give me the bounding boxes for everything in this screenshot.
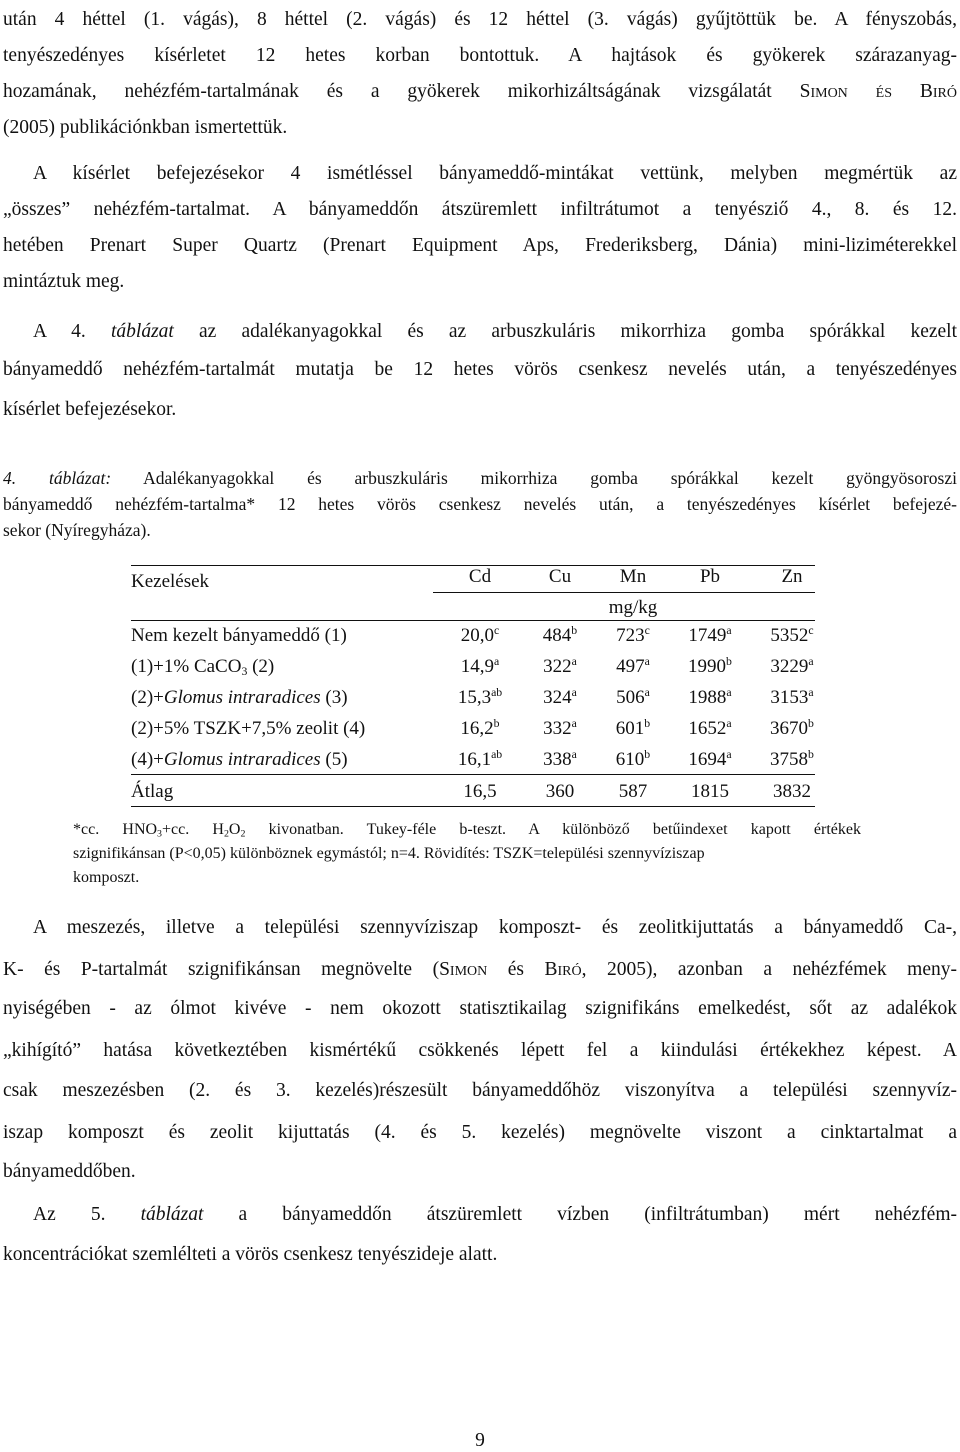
table-cell <box>440 623 520 646</box>
text-span: és <box>875 81 893 102</box>
text-span: (1)+1% CaCO <box>131 656 242 677</box>
cell-value: 3229 <box>770 656 809 677</box>
body-line: „kihígító” hatása következtében kismértékű csökkenés lépett fel a kiindulási értékekhez képest. A <box>3 1040 957 1061</box>
table-footnote <box>73 822 861 838</box>
cell-value: 1652 <box>688 718 727 739</box>
table-reference: táblázat <box>140 1204 204 1225</box>
cell-value: 322 <box>543 656 572 677</box>
cell-value: 1988 <box>688 687 727 708</box>
cell-value: 3153 <box>770 687 809 708</box>
cell-index: ab <box>491 747 503 761</box>
text-span: az adalékanyagokkal és az arbuszkuláris mikorrhiza gomba spórákkal kezelt <box>199 321 958 342</box>
text-span: O <box>228 821 241 838</box>
cell-index: a <box>726 685 732 699</box>
table-cell <box>752 716 832 739</box>
cell-index: a <box>494 654 500 668</box>
cell-index: b <box>808 716 814 730</box>
body-line: mintáztuk meg. <box>3 271 125 292</box>
body-line: A kísérlet befejezésekor 4 ismétléssel bányameddő-mintákat vettünk, melyben megmértük az <box>33 163 957 184</box>
cell-index: b <box>571 623 578 637</box>
table-cell <box>520 747 600 770</box>
table-cell <box>520 685 600 708</box>
table-avg-cell: 1815 <box>691 781 729 802</box>
caption-text: Adalékanyagokkal és arbuszkuláris mikorrhiza gomba spórákkal kezelt gyöngyösoroszi <box>143 468 957 488</box>
body-line: csak meszezésben (2. és 3. kezelés)részesült bányameddőhöz viszonyítva a települési szennyvíz- <box>3 1080 957 1101</box>
author-name: Simon <box>439 959 488 980</box>
subscript: 3 <box>157 828 162 840</box>
table-cell <box>752 623 832 646</box>
species-name: Glomus intraradices <box>163 749 321 770</box>
cell-value: 610 <box>615 749 645 770</box>
body-line <box>33 1205 957 1225</box>
text-span: (5) <box>320 749 348 770</box>
cell-value: 1749 <box>688 625 727 646</box>
cell-value: 497 <box>616 656 645 677</box>
table-header-rule <box>433 592 815 593</box>
footnote-line: komposzt. <box>73 869 140 886</box>
table-cell <box>670 623 750 646</box>
cell-value: 1990 <box>688 656 727 677</box>
text-span: A 4. <box>33 321 86 342</box>
author-name: Biró <box>544 959 582 980</box>
cell-index: b <box>726 654 732 668</box>
table-avg-cell: 587 <box>618 781 648 802</box>
cell-index: b <box>808 747 814 761</box>
footnote-line: szignifikánsan (P<0,05) különböznek egymástól; n=4. Rövidítés: TSZK=települési szennyvíziszap <box>73 845 705 862</box>
table-header-kezelesek: Kezelések <box>131 571 210 592</box>
cell-index: a <box>726 747 732 761</box>
body-line: iszap komposzt és zeolit kijuttatás (4. és 5. kezelés) megnövelte viszont a cinktartalmat a <box>3 1122 957 1143</box>
text-span: K- és P-tartalmát szignifikánsan megnövelte ( <box>3 959 440 980</box>
cell-index: c <box>644 623 650 637</box>
text-span: kivonatban. Tukey-féle b-teszt. A különböző betűindexet kapott értékek <box>245 821 861 838</box>
table-cell <box>440 685 520 708</box>
cell-index: a <box>571 654 577 668</box>
unit-label: mg/kg <box>608 597 658 618</box>
subscript: 2 <box>240 828 246 840</box>
table-cell <box>670 654 750 677</box>
table-cell <box>520 716 600 739</box>
text-span: Az 5. <box>33 1204 106 1225</box>
text-span: *cc. HNO <box>73 821 158 838</box>
cell-index: a <box>644 654 650 668</box>
caption-line: sekor (Nyíregyháza). <box>3 520 151 540</box>
cell-value: 16,1 <box>457 749 492 770</box>
table-cell <box>440 747 520 770</box>
table-avg-cell: 16,5 <box>463 781 497 802</box>
table-cell <box>670 747 750 770</box>
cell-value: 15,3 <box>457 687 492 708</box>
body-line: kísérlet befejezésekor. <box>3 399 177 420</box>
table-row-label: (2)+5% TSZK+7,5% zeolit (4) <box>131 718 366 739</box>
table-reference: táblázat <box>111 321 174 342</box>
table-avg-rule <box>131 774 815 775</box>
text-span: és <box>487 959 545 980</box>
column-header-zn: Zn <box>781 566 803 587</box>
table-bottom-rule <box>131 806 815 807</box>
body-line: bányameddő nehézfém-tartalmát mutatja be 12 hetes vörös csenkesz nevelés után, a tenyészedényes <box>3 359 957 380</box>
cell-index: a <box>726 623 732 637</box>
cell-index: a <box>726 716 732 730</box>
caption-label: 4. táblázat: <box>3 468 112 488</box>
column-header-cu: Cu <box>548 566 572 587</box>
column-header-mn: Mn <box>619 566 647 587</box>
text-span: (4)+ <box>131 749 164 770</box>
table-cell <box>593 685 673 708</box>
cell-value: 723 <box>616 625 645 646</box>
table-cell <box>752 747 832 770</box>
table-row-label: Nem kezelt bányameddő (1) <box>131 625 347 646</box>
cell-index: a <box>571 747 577 761</box>
subscript: 2 <box>223 828 229 840</box>
cell-value: 324 <box>543 687 572 708</box>
body-line: A meszezés, illetve a települési szennyvíziszap komposzt- és zeolitkijuttatás a bányameddő Ca-, <box>33 917 957 938</box>
table-avg-label: Átlag <box>131 781 174 802</box>
cell-value: 332 <box>543 718 572 739</box>
table-cell <box>593 623 673 646</box>
body-line: után 4 héttel (1. vágás), 8 héttel (2. vágás) és 12 héttel (3. vágás) gyűjtöttük be. A fényszobás, <box>3 9 957 30</box>
body-line: koncentrációkat szemlélteti a vörös csenkesz tenyészideje alatt. <box>3 1244 498 1265</box>
species-name: Glomus intraradices <box>163 687 321 708</box>
table-row-label <box>131 657 274 676</box>
column-header-pb: Pb <box>699 566 721 587</box>
table-cell <box>593 716 673 739</box>
text-span: +cc. H <box>162 821 224 838</box>
cell-index: a <box>571 716 577 730</box>
author-name: Biró <box>919 81 958 102</box>
table-cell <box>440 654 520 677</box>
text-span: (3) <box>320 687 348 708</box>
subscript: 3 <box>241 664 248 678</box>
page-number: 9 <box>475 1430 485 1451</box>
body-line <box>3 960 957 980</box>
author-name: Simon <box>799 81 848 102</box>
cell-index: c <box>808 623 814 637</box>
text-span: hozamának, nehézfém-tartalmának és a gyökerek mikorhizáltságának vizsgálatát <box>3 81 772 102</box>
cell-index: a <box>808 654 814 668</box>
cell-value: 506 <box>616 687 645 708</box>
body-line: (2005) publikációnkban ismertettük. <box>3 117 288 138</box>
cell-value: 338 <box>543 749 572 770</box>
table-row-label <box>131 688 348 707</box>
table-cell <box>520 623 600 646</box>
cell-value: 5352 <box>770 625 809 646</box>
cell-index: b <box>644 747 651 761</box>
table-cell <box>670 716 750 739</box>
cell-value: 16,2 <box>460 718 494 739</box>
cell-index: b <box>644 716 651 730</box>
body-line: tenyészedényes kísérletet 12 hetes korban bontottuk. A hajtások és gyökerek szárazanyag- <box>3 45 957 66</box>
body-line: „összes” nehézfém-tartalmat. A bányameddőn átszüremlett infiltrátumot a tenyésziő 4., 8. és 12. <box>3 199 957 220</box>
caption-line: bányameddő nehézfém-tartalma* 12 hetes vörös csenkesz nevelés után, a tenyészedényes kísérlet befejezé- <box>3 494 957 514</box>
cell-value: 1694 <box>688 749 727 770</box>
cell-index: a <box>571 685 577 699</box>
cell-value: 484 <box>542 625 572 646</box>
body-line: bányameddőben. <box>3 1161 136 1182</box>
column-header-cd: Cd <box>468 566 492 587</box>
body-line: hetében Prenart Super Quartz (Prenart Equipment Aps, Frederiksberg, Dánia) mini-liziméterekkel <box>3 235 957 256</box>
cell-value: 3758 <box>770 749 809 770</box>
cell-index: a <box>644 685 650 699</box>
table-cell <box>520 654 600 677</box>
body-line: nyiségében - az ólmot kivéve - nem okozott statisztikailag szignifikáns emelkedést, sőt az adalékok <box>3 998 957 1019</box>
cell-index: a <box>808 685 814 699</box>
table-cell <box>593 654 673 677</box>
text-span: (2)+ <box>131 687 164 708</box>
table-cell <box>670 685 750 708</box>
text-span: , 2005), azonban a nehézfémek meny- <box>581 959 957 980</box>
table-cell <box>593 747 673 770</box>
table-unit-rule <box>131 620 815 621</box>
cell-value: 601 <box>615 718 645 739</box>
table-row-label <box>131 750 348 769</box>
table-cell <box>440 716 520 739</box>
cell-value: 3670 <box>770 718 809 739</box>
cell-index: ab <box>491 685 503 699</box>
text-span: a bányameddőn átszüremlett vízben (infiltrátumban) mért nehézfém- <box>238 1204 958 1225</box>
table-cell <box>752 685 832 708</box>
table-cell <box>752 654 832 677</box>
table-avg-cell: 360 <box>545 781 575 802</box>
text-span: (2) <box>247 656 275 677</box>
cell-index: b <box>493 716 500 730</box>
cell-index: c <box>494 623 500 637</box>
table-avg-cell: 3832 <box>773 781 811 802</box>
cell-value: 20,0 <box>460 625 494 646</box>
cell-value: 14,9 <box>460 656 494 677</box>
